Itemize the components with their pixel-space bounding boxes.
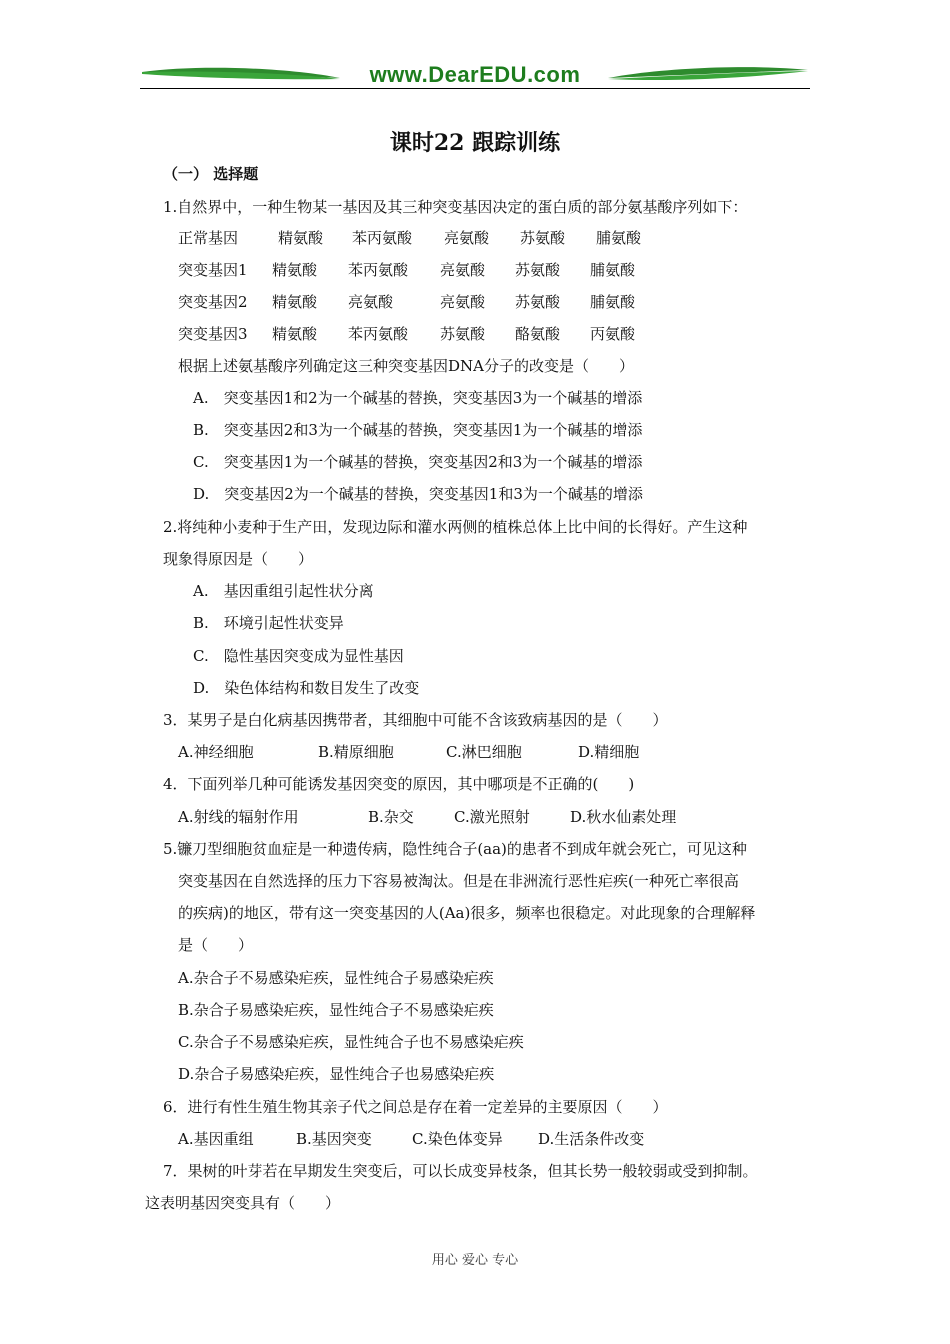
table-cell: 丙氨酸: [590, 325, 636, 343]
header-rule: [140, 88, 810, 89]
section-heading: （一） 选择题: [163, 165, 259, 183]
q4-option-b: B.杂交: [368, 808, 414, 826]
q1-option-a: A. 突变基因1和2为一个碱基的替换，突变基因3为一个碱基的增添: [193, 389, 643, 407]
q1-option-c: C. 突变基因1为一个碱基的替换，突变基因2和3为一个碱基的增添: [193, 453, 643, 471]
table-cell: 脯氨酸: [590, 261, 636, 279]
table-cell: 苏氨酸: [440, 325, 486, 343]
q2-stem-cont: 现象得原因是（ ）: [163, 550, 314, 568]
q2-stem: 2.将纯种小麦种于生产田，发现边际和灌水两侧的植株总体上比中间的长得好。产生这种: [163, 518, 748, 536]
q5-option-b: B.杂合子易感染疟疾，显性纯合子不易感染疟疾: [178, 1001, 494, 1019]
q5-stem-cont: 的疾病)的地区，带有这一突变基因的人(Aa)很多，频率也很稳定。对此现象的合理解释: [178, 904, 756, 922]
table-cell: 突变基因3: [178, 325, 248, 343]
table-cell: 精氨酸: [278, 229, 324, 247]
q5-stem-cont: 是（ ）: [178, 936, 254, 954]
q6-option-a: A.基因重组: [178, 1130, 254, 1148]
table-cell: 正常基因: [178, 229, 239, 247]
table-cell: 苏氨酸: [520, 229, 566, 247]
q5-stem-cont: 突变基因在自然选择的压力下容易被淘汰。但是在非洲流行恶性疟疾(一种死亡率很高: [178, 872, 739, 890]
q5-option-d: D.杂合子易感染疟疾，显性纯合子也易感染疟疾: [178, 1065, 495, 1083]
q2-option-b: B. 环境引起性状变异: [193, 614, 344, 632]
q1-option-b: B. 突变基因2和3为一个碱基的替换，突变基因1为一个碱基的增添: [193, 421, 643, 439]
table-cell: 亮氨酸: [444, 229, 490, 247]
q3-option-a: A.神经细胞: [178, 743, 254, 761]
table-cell: 苯丙氨酸: [348, 261, 409, 279]
q3-option-c: C.淋巴细胞: [446, 743, 522, 761]
q6-stem: 6．进行有性生殖生物其亲子代之间总是存在着一定差异的主要原因（ ）: [163, 1098, 668, 1116]
table-cell: 苏氨酸: [515, 261, 561, 279]
q2-option-a: A. 基因重组引起性状分离: [193, 582, 374, 600]
q6-option-c: C.染色体变异: [412, 1130, 503, 1148]
q1-option-d: D. 突变基因2为一个碱基的替换，突变基因1和3为一个碱基的增添: [193, 485, 643, 503]
q4-stem: 4．下面列举几种可能诱发基因突变的原因，其中哪项是不正确的( ): [163, 775, 635, 793]
q5-stem: 5.镰刀型细胞贫血症是一种遗传病，隐性纯合子(aa)的患者不到成年就会死亡，可见这种: [163, 840, 747, 858]
q1-stem: 1.自然界中，一种生物某一基因及其三种突变基因决定的蛋白质的部分氨基酸序列如下：: [163, 198, 748, 216]
table-cell: 酪氨酸: [515, 325, 561, 343]
table-cell: 精氨酸: [272, 325, 318, 343]
q2-option-d: D. 染色体结构和数目发生了改变: [193, 679, 420, 697]
table-cell: 突变基因1: [178, 261, 248, 279]
q7-stem-cont: 这表明基因突变具有（ ）: [145, 1194, 341, 1212]
q5-option-c: C.杂合子不易感染疟疾，显性纯合子也不易感染疟疾: [178, 1033, 524, 1051]
q4-option-a: A.射线的辐射作用: [178, 808, 299, 826]
q6-option-b: B.基因突变: [296, 1130, 372, 1148]
table-cell: 亮氨酸: [440, 261, 486, 279]
q5-option-a: A.杂合子不易感染疟疾，显性纯合子易感染疟疾: [178, 969, 494, 987]
table-cell: 精氨酸: [272, 261, 318, 279]
q3-option-b: B.精原细胞: [318, 743, 394, 761]
page-title: 课时22 跟踪训练: [389, 130, 561, 156]
q3-stem: 3．某男子是白化病基因携带者，其细胞中可能不含该致病基因的是（ ）: [163, 711, 668, 729]
q7-stem: 7．果树的叶芽若在早期发生突变后，可以长成变异枝条，但其长势一般较弱或受到抑制。: [163, 1162, 758, 1180]
page-footer: 用心 爱心 专心: [431, 1253, 519, 1268]
q6-option-d: D.生活条件改变: [538, 1130, 645, 1148]
table-cell: 脯氨酸: [596, 229, 642, 247]
site-name: www.DearEDU.com: [369, 62, 581, 87]
table-cell: 苯丙氨酸: [348, 325, 409, 343]
table-cell: 亮氨酸: [440, 293, 486, 311]
q4-option-d: D.秋水仙素处理: [570, 808, 677, 826]
table-cell: 脯氨酸: [590, 293, 636, 311]
q3-option-d: D.精细胞: [578, 743, 640, 761]
table-cell: 精氨酸: [272, 293, 318, 311]
q1-prompt: 根据上述氨基酸序列确定这三种突变基因DNA分子的改变是（ ）: [178, 357, 634, 375]
q2-option-c: C. 隐性基因突变成为显性基因: [193, 647, 404, 665]
table-cell: 突变基因2: [178, 293, 248, 311]
table-cell: 苯丙氨酸: [352, 229, 413, 247]
table-cell: 苏氨酸: [515, 293, 561, 311]
table-cell: 亮氨酸: [348, 293, 394, 311]
q4-option-c: C.激光照射: [454, 808, 530, 826]
